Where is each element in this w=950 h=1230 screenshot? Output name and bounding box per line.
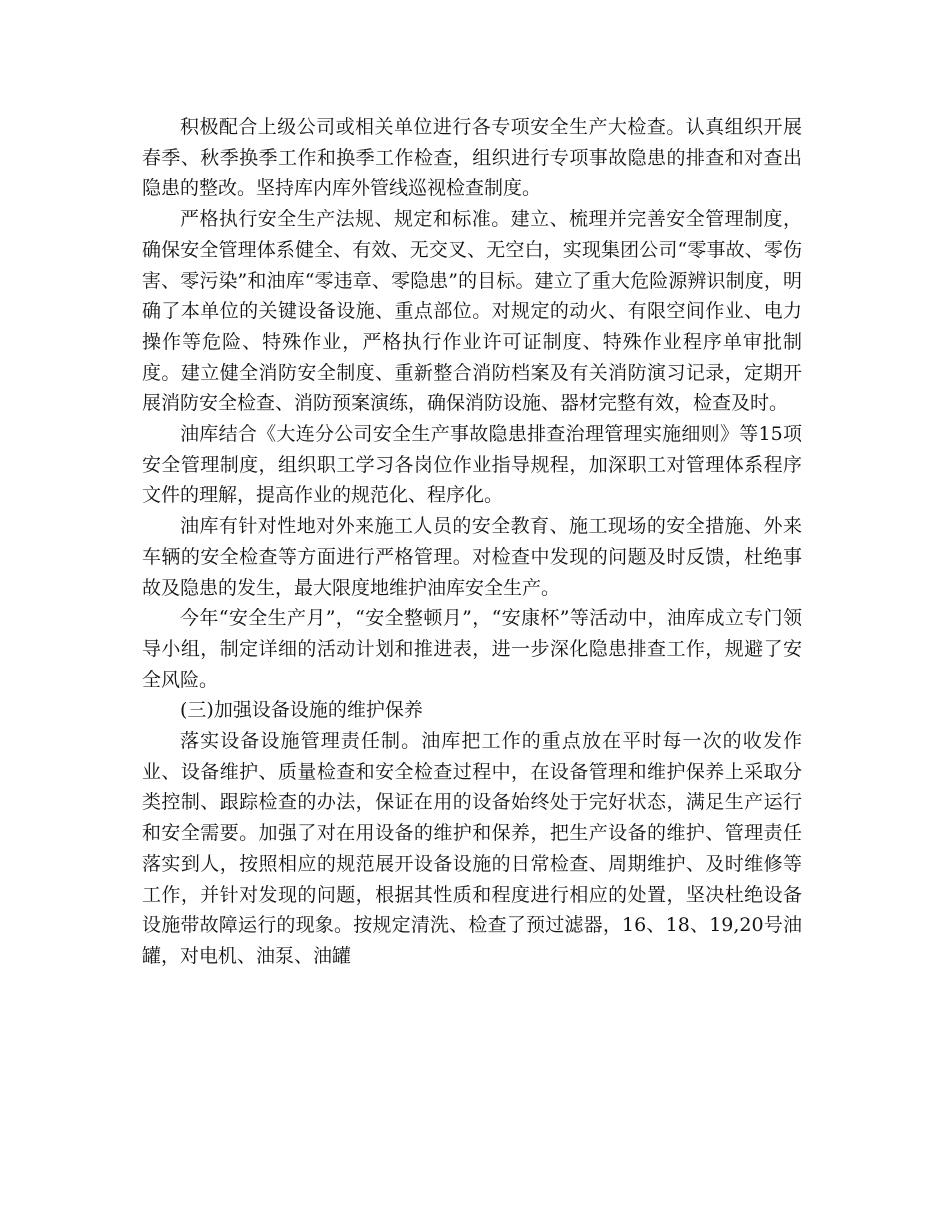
paragraph-regulations: 严格执行安全生产法规、规定和标准。建立、梳理并完善安全管理制度，确保安全管理体系健全、有效、无交叉、无空白，实现集团公司“零事故、零伤害、零污染”和油库“零违章、零隐患”的目标。建立了重大危险源辨识制度，明确了本单位的关键设备设施、重点部位。对规定的动火、有限空间作业、电力操作等危险、特殊作业，严格执行作业许可证制度、特殊作业程序单审批制度。建立健全消防安全制度、重新整合消防档案及有关消防演习记录，定期开展消防安全检查、消防预案演练，确保消防设施、器材完整有效，检查及时。 [142, 208, 802, 415]
section-heading: (三)加强设备设施的维护保养 [180, 699, 423, 722]
paragraph-inspection: 积极配合上级公司或相关单位进行各专项安全生产大检查。认真组织开展春季、秋季换季工作和换季工作检查，组织进行专项事故隐患的排查和对查出隐患的整改。坚持库内库外管线巡视检查制度。 [142, 116, 802, 200]
document-page [142, 112, 802, 972]
paragraph-contractor-safety: 油库有针对性地对外来施工人员的安全教育、施工现场的安全措施、外来车辆的安全检查等方面进行严格管理。对检查中发现的问题及时反馈，杜绝事故及隐患的发生，最大限度地维护油库安全生产。 [142, 515, 802, 599]
paragraph-safety-month: 今年“安全生产月”，“安全整顿月”，“安康杯”等活动中，油库成立专门领导小组，制定详细的活动计划和推进表，进一步深化隐患排查工作，规避了安全风险。 [142, 607, 802, 691]
paragraph-equipment-maintenance: 落实设备设施管理责任制。油库把工作的重点放在平时每一次的收发作业、设备维护、质量检查和安全检查过程中，在设备管理和维护保养上采取分类控制、跟踪检查的办法，保证在用的设备始终处于完好状态，满足生产运行和安全需要。加强了对在用设备的维护和保养，把生产设备的维护、管理责任落实到人，按照相应的规范展开设备设施的日常检查、周期维护、及时维修等工作，并针对发现的问题，根据其性质和程度进行相应的处置，坚决杜绝设备设施带故障运行的现象。按规定清洗、检查了预过滤器，16、18、19,20号油罐，对电机、油泵、油罐 [142, 730, 802, 967]
paragraph-management-rules: 油库结合《大连分公司安全生产事故隐患排查治理管理实施细则》等15项安全管理制度，组织职工学习各岗位作业指导规程，加深职工对管理体系程序文件的理解，提高作业的规范化、程序化。 [142, 423, 802, 507]
